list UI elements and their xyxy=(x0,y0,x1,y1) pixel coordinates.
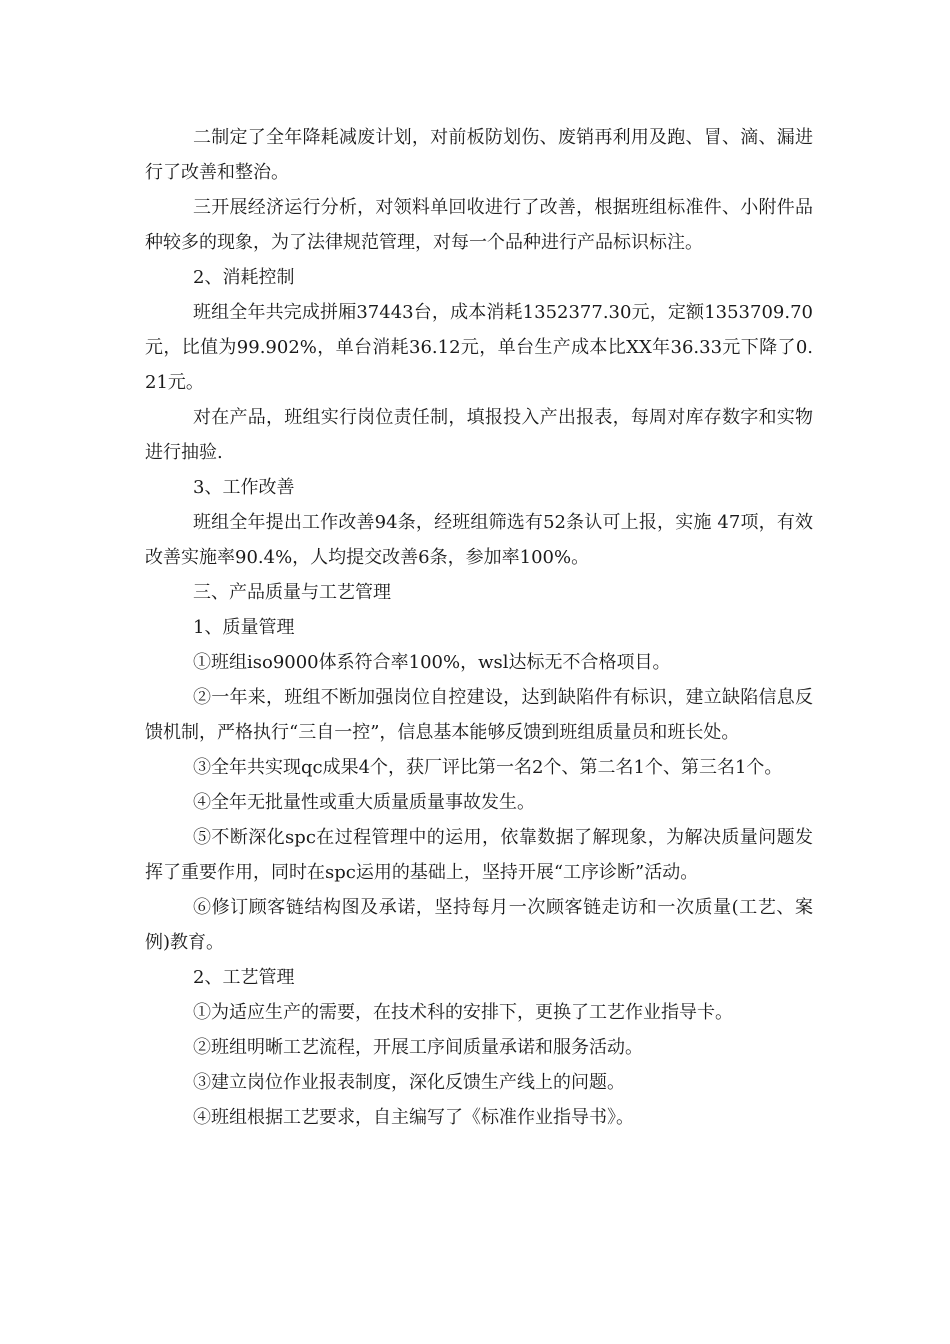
list-item-quality-1: ①班组iso9000体系符合率100%，wsl达标无不合格项目。 xyxy=(193,652,671,673)
list-item-quality-3: ③全年共实现qc成果4个，获厂评比第一名2个、第二名1个、第三名1个。 xyxy=(193,757,783,778)
paragraph-cost-figures: 班组全年共完成拼厢37443台，成本消耗1352377.30元，定额1353709.70元，比值为99.902%，单台消耗36.12元，单台生产成本比XX年36.33元下降了0.21元。 xyxy=(145,302,813,393)
list-item-process-2: ②班组明晰工艺流程，开展工序间质量承诺和服务活动。 xyxy=(193,1037,643,1058)
document-body xyxy=(145,120,813,1135)
list-item-quality-2: ②一年来，班组不断加强岗位自控建设，达到缺陷件有标识，建立缺陷信息反馈机制，严格执行“三自一控”，信息基本能够反馈到班组质量员和班长处。 xyxy=(145,687,813,743)
heading-quality-management: 1、质量管理 xyxy=(193,617,295,638)
heading-process-management: 2、工艺管理 xyxy=(193,967,295,988)
list-item-quality-6: ⑥修订顾客链结构图及承诺，坚持每月一次顾客链走访和一次质量(工艺、案例)教育。 xyxy=(145,897,813,953)
heading-consumption-control: 2、消耗控制 xyxy=(193,267,295,288)
list-item-process-4: ④班组根据工艺要求，自主编写了《标准作业指导书》。 xyxy=(193,1107,634,1128)
heading-work-improvement: 3、工作改善 xyxy=(193,477,295,498)
paragraph-waste-reduction-plan: 二制定了全年降耗减废计划，对前板防划伤、废销再利用及跑、冒、滴、漏进行了改善和整治。 xyxy=(145,127,813,183)
paragraph-responsibility-system: 对在产品，班组实行岗位责任制，填报投入产出报表，每周对库存数字和实物进行抽验. xyxy=(145,407,813,463)
list-item-process-3: ③建立岗位作业报表制度，深化反馈生产线上的问题。 xyxy=(193,1072,625,1093)
paragraph-economic-analysis: 三开展经济运行分析，对领料单回收进行了改善，根据班组标准件、小附件品种较多的现象，为了法律规范管理，对每一个品种进行产品标识标注。 xyxy=(145,197,813,253)
paragraph-improvement-stats: 班组全年提出工作改善94条，经班组筛选有52条认可上报，实施 47项，有效改善实施率90.4%，人均提交改善6条，参加率100%。 xyxy=(145,512,813,568)
list-item-quality-4: ④全年无批量性或重大质量质量事故发生。 xyxy=(193,792,535,813)
heading-quality-and-process: 三、产品质量与工艺管理 xyxy=(193,582,391,603)
list-item-process-1: ①为适应生产的需要，在技术科的安排下，更换了工艺作业指导卡。 xyxy=(193,1002,733,1023)
list-item-quality-5: ⑤不断深化spc在过程管理中的运用，依靠数据了解现象，为解决质量问题发挥了重要作用，同时在spc运用的基础上，坚持开展“工序诊断”活动。 xyxy=(145,827,813,883)
